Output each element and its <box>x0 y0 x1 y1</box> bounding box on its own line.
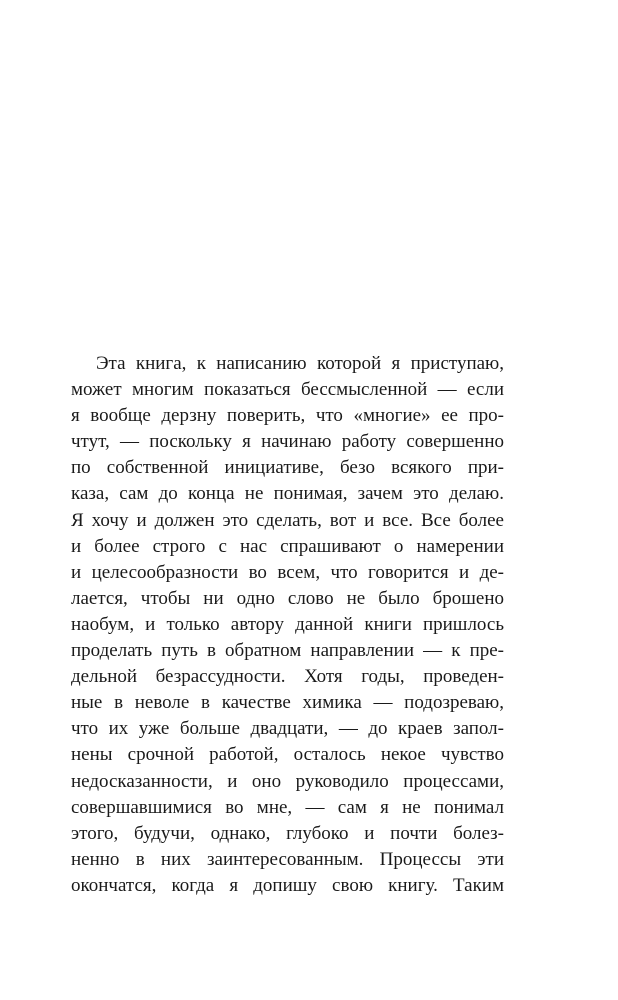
text-line: окончатся, когда я допишу свою книгу. Таким <box>71 874 504 896</box>
text-line: дельной безрассудности. Хотя годы, проведен- <box>71 666 504 688</box>
text-line: ненно в них заинтересованным. Процессы эти <box>71 848 504 870</box>
text-line: Я хочу и должен это сделать, вот и все. Все более <box>71 509 504 531</box>
text-line: и более строго с нас спрашивают о намерении <box>71 535 504 557</box>
text-line: наобум, и только автору данной книги пришлось <box>71 613 504 635</box>
text-line: ные в неволе в качестве химика — подозреваю, <box>71 692 504 714</box>
body-paragraph <box>71 351 504 899</box>
text-line: лается, чтобы ни одно слово не было брошено <box>71 587 504 609</box>
text-line: чтут, — поскольку я начинаю работу совершенно <box>71 431 504 453</box>
text-line: я вообще дерзну поверить, что «многие» ее про- <box>71 405 504 427</box>
text-line: недосказанности, и оно руководило процессами, <box>71 770 504 792</box>
text-line: нены срочной работой, осталось некое чувство <box>71 744 504 766</box>
text-line: что их уже больше двадцати, — до краев запол- <box>71 718 504 740</box>
text-line: каза, сам до конца не понимая, зачем это делаю. <box>71 483 504 505</box>
text-line: этого, будучи, однако, глубоко и почти болез- <box>71 822 504 844</box>
text-line: совершавшимися во мне, — сам я не понимал <box>71 796 504 818</box>
text-line: и целесообразности во всем, что говорится и де- <box>71 561 504 583</box>
text-line: Эта книга, к написанию которой я приступаю, <box>96 353 504 374</box>
text-line: проделать путь в обратном направлении — к пре- <box>71 640 504 662</box>
text-line: по собственной инициативе, безо всякого при- <box>71 457 504 479</box>
text-line: может многим показаться бессмысленной — если <box>71 379 504 401</box>
